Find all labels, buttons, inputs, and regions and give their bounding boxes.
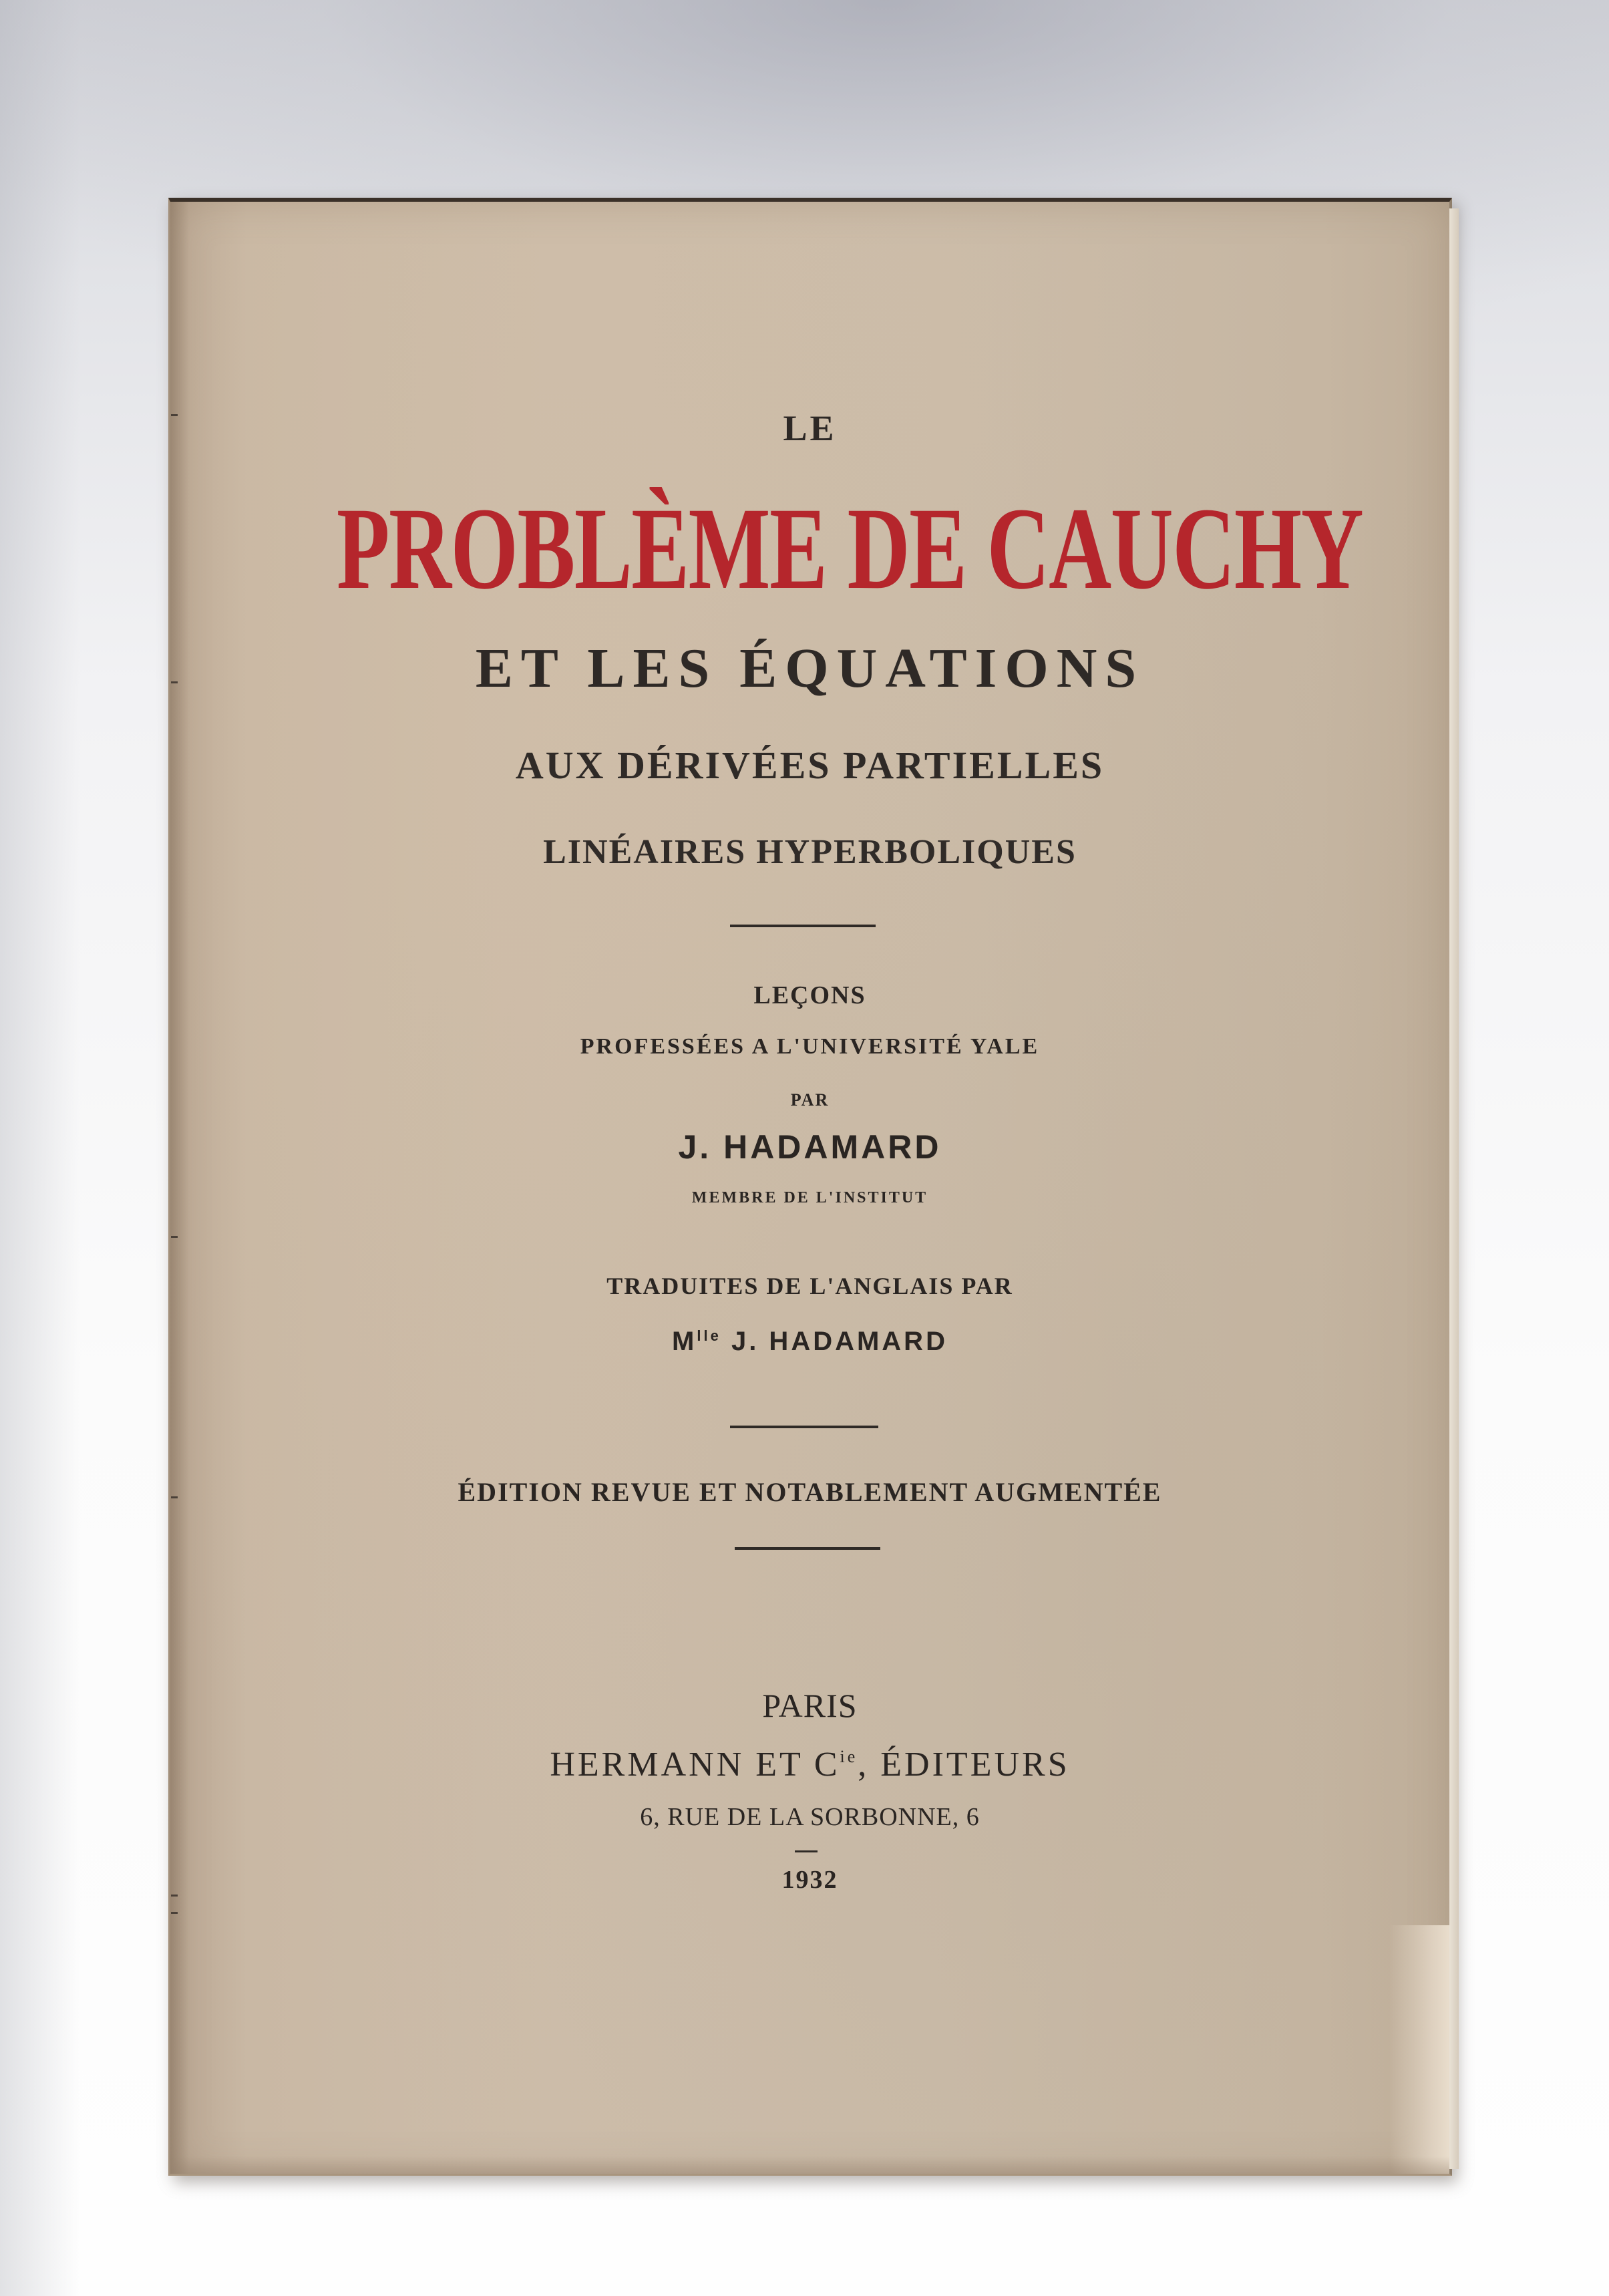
divider-rule — [730, 925, 876, 927]
edge-mark — [171, 1912, 178, 1914]
divider-rule — [735, 1547, 880, 1550]
worn-bottom-edge — [170, 2156, 1449, 2174]
edge-mark — [171, 1236, 178, 1238]
translator-prefix-superscript: lle — [697, 1327, 721, 1344]
edge-mark — [171, 1895, 178, 1897]
worn-corner — [1389, 1925, 1449, 2174]
edge-mark — [171, 1496, 178, 1498]
title-article: LE — [783, 408, 837, 448]
translator-name-text: J. HADAMARD — [731, 1327, 948, 1356]
subtitle-line-2: AUX DÉRIVÉES PARTIELLES — [515, 744, 1105, 787]
background-left-shade — [0, 0, 80, 2296]
translator-prefix: M — [672, 1327, 697, 1356]
short-dash — [795, 1850, 818, 1852]
publication-city: PARIS — [762, 1687, 858, 1724]
publisher — [170, 1745, 1449, 1784]
publication-year: 1932 — [781, 1866, 838, 1894]
author-name: J. HADAMARD — [678, 1128, 942, 1166]
edge-mark — [171, 681, 178, 683]
publisher-superscript: ie — [840, 1747, 858, 1766]
professees-line: PROFESSÉES A L'UNIVERSITÉ YALE — [580, 1034, 1040, 1059]
publisher-address: 6, RUE DE LA SORBONNE, 6 — [640, 1803, 980, 1831]
divider-rule — [730, 1426, 878, 1428]
par-label: PAR — [790, 1090, 830, 1110]
subtitle-line-3: LINÉAIRES HYPERBOLIQUES — [543, 833, 1077, 871]
publisher-suffix: , ÉDITEURS — [858, 1746, 1070, 1784]
translator-name — [170, 1327, 1449, 1357]
page-edge — [1449, 208, 1459, 2169]
lecons-label: LEÇONS — [753, 981, 866, 1009]
edition-note: ÉDITION REVUE ET NOTABLEMENT AUGMENTÉE — [458, 1477, 1162, 1507]
publisher-name: HERMANN ET C — [550, 1746, 840, 1784]
subtitle-line-1: ET LES ÉQUATIONS — [475, 637, 1145, 699]
book-cover — [168, 198, 1452, 2176]
edge-mark — [171, 414, 178, 416]
main-title: PROBLÈME DE CAUCHY — [336, 484, 1363, 614]
author-title: MEMBRE DE L'INSTITUT — [691, 1189, 928, 1206]
translated-by-line: TRADUITES DE L'ANGLAIS PAR — [606, 1273, 1013, 1299]
